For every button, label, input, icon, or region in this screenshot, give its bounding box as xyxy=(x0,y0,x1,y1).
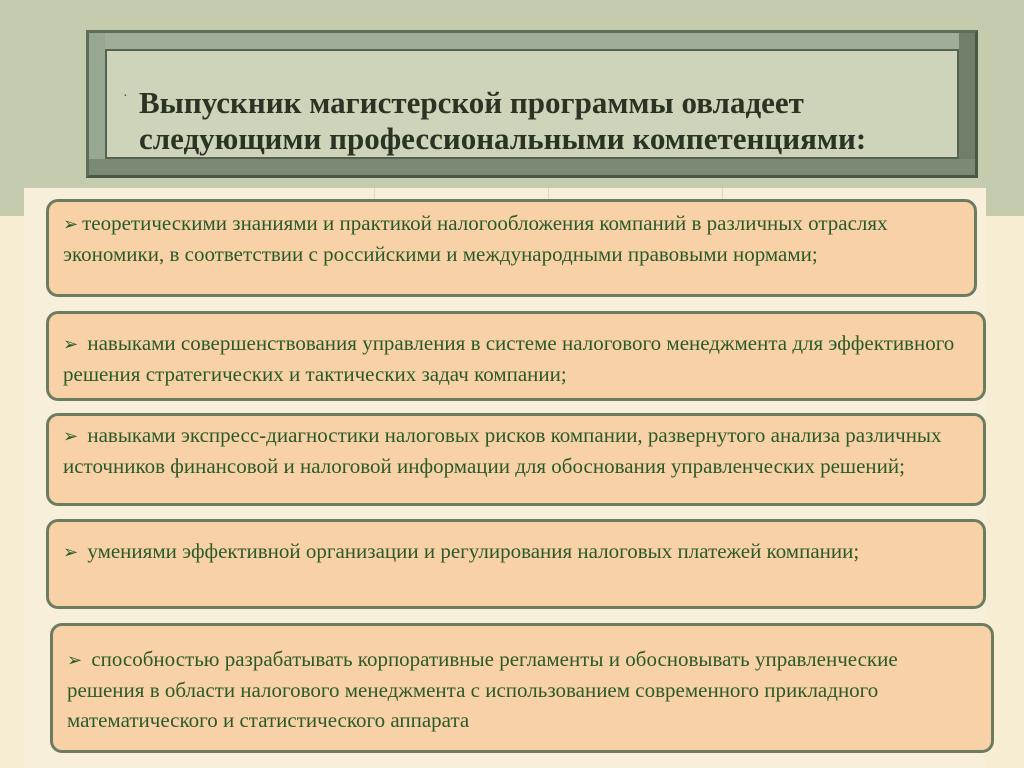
arrow-bullet-icon: ➢ xyxy=(63,542,79,562)
bevel-top xyxy=(89,33,975,49)
arrow-bullet-icon: ➢ xyxy=(63,214,79,234)
title-bullet: · xyxy=(123,89,128,104)
bevel-right xyxy=(959,33,975,175)
competence-item-5 xyxy=(50,623,994,753)
title-panel xyxy=(105,49,959,159)
competence-text: навыками совершенствования управления в системе налогового менеджмента для эффективного решения стратегических и тактических задач компании; xyxy=(63,331,955,386)
competence-text: умениями эффективной организации и регулирования налоговых платежей компании; xyxy=(82,539,860,563)
competence-text: способностью разрабатывать корпоративные регламенты и обосновывать управленческие решения в области налогового менеджмента с использованием современного прикладного математического и статистического аппарата xyxy=(67,647,898,732)
competence-text: теоретическими знаниями и практикой налогообложения компаний в различных отраслях экономики, в соответствии с российскими и международными правовыми нормами; xyxy=(63,211,888,266)
page-title: Выпускник магистерской программы овладеет следующими профессиональными компетенциями: xyxy=(139,85,867,156)
competence-text: навыками экспресс-диагностики налоговых рисков компании, развернутого анализа различных источников финансовой и налоговой информации для обоснования управленческих решений; xyxy=(63,423,942,478)
arrow-bullet-icon: ➢ xyxy=(67,650,83,670)
competence-item-3 xyxy=(46,413,986,506)
competence-item-2 xyxy=(46,311,986,401)
competence-item-1 xyxy=(46,199,977,297)
arrow-bullet-icon: ➢ xyxy=(63,426,79,446)
competence-item-4 xyxy=(46,519,986,609)
bevel-bottom xyxy=(89,159,975,175)
title-frame xyxy=(86,30,978,178)
bevel-left xyxy=(89,33,105,175)
arrow-bullet-icon: ➢ xyxy=(63,334,79,354)
